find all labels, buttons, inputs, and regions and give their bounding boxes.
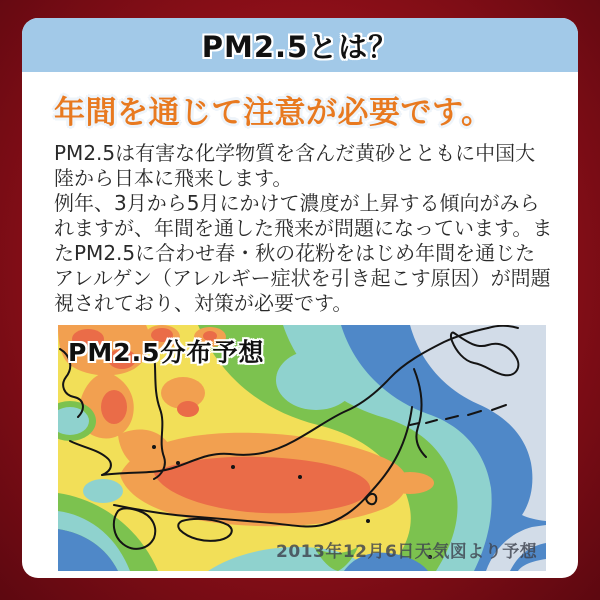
top-center-pocket bbox=[276, 350, 356, 410]
title-bar bbox=[22, 18, 578, 72]
forecast-map bbox=[58, 325, 546, 571]
map-label: PM2.5分布予想 bbox=[68, 338, 265, 367]
page-title: PM2.5とは？ bbox=[201, 29, 399, 64]
info-card bbox=[22, 18, 578, 578]
paragraph-2: 例年、3月から5月にかけて濃度が上昇する傾向がみられますが、年間を通した飛来が問題になっています。またPM2.5に合わせ春・秋の花粉をはじめ年間を通じたアレルゲン（アレルギー症状を引き起こす原因）が問題視されており、対策が必要です。 bbox=[54, 191, 553, 315]
paragraph-1: PM2.5は有害な化学物質を含んだ黄砂とともに中国大陸から日本に飛来します。 bbox=[54, 141, 536, 190]
map-caption: 2013年12月6日天気図より予想 bbox=[276, 542, 538, 562]
headline: 年間を通じて注意が必要です。 bbox=[54, 95, 493, 131]
body-text bbox=[54, 141, 554, 316]
